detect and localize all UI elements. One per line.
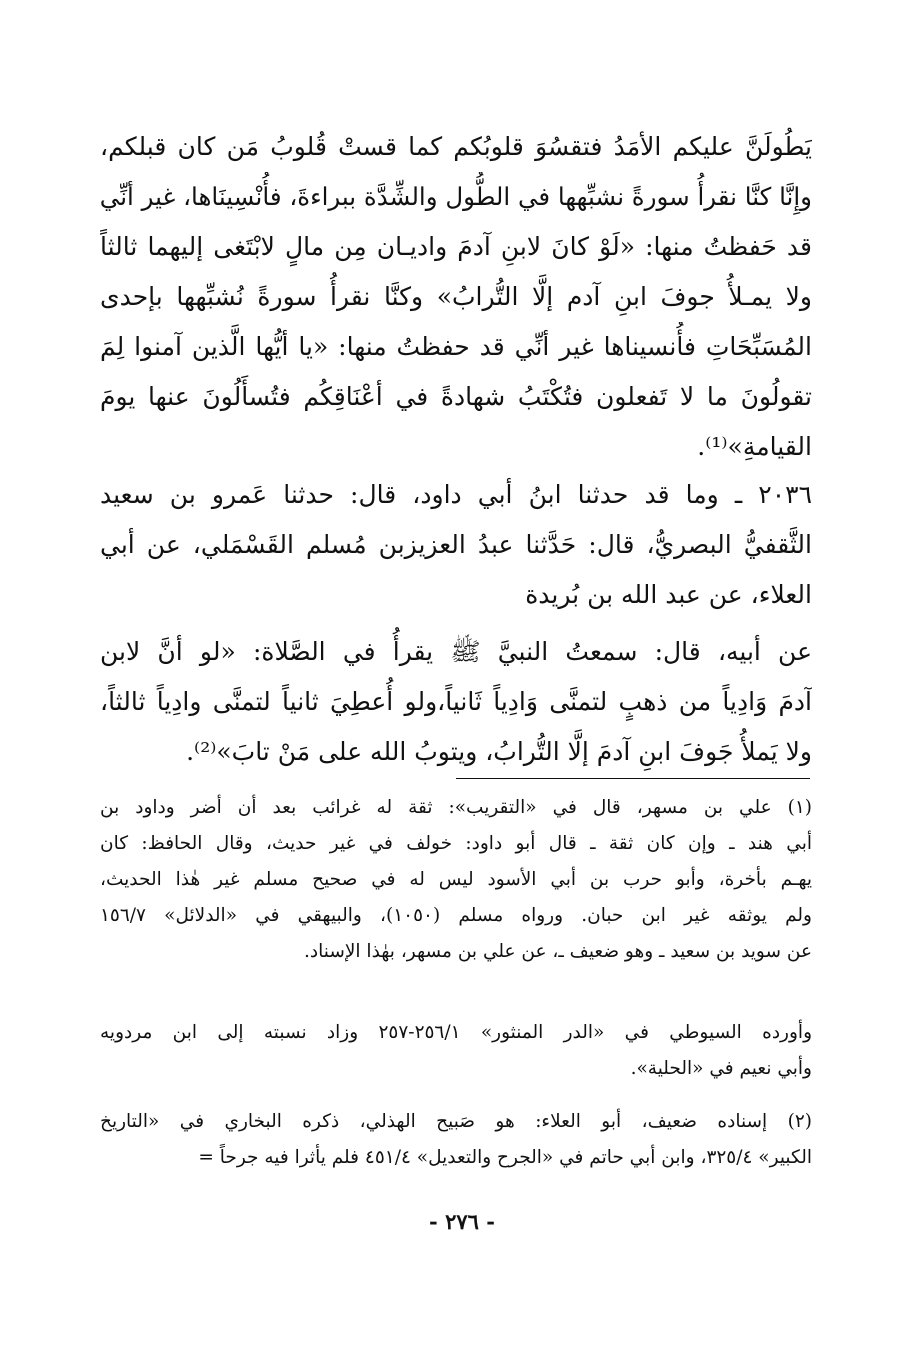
footnote-separator	[456, 778, 810, 779]
text-line: ٢٠٣٦ ـ وما قد حدثنا ابنُ أبي داود، قال: حدثنا عَمرو بن سعيد	[100, 480, 812, 509]
text-line: وإِنَّا كنَّا نقرأُ سورةً نشبِّهها في الطُّول والشِّدَّة ببراءةَ، فأُنْسِينَاها، غير أنِّي	[100, 182, 812, 211]
footnote-line: (٢) إسناده ضعيف، أبو العلاء: هو صَبيح الهذلي، ذكره البخاري في «التاريخ	[100, 1111, 812, 1132]
text-line: القيامةِ»⁽¹⁾.	[697, 432, 812, 461]
footnote-line: أبي هند ـ وإن كان ثقة ـ قال أبو داود: خولف في غير حديث، وقال الحافظ: كان	[100, 833, 812, 854]
footnote-line: وأورده السيوطي في «الدر المنثور» ٢٥٦/١-٢٥٧ وزاد نسبته إلى ابن مردويه	[100, 1022, 812, 1043]
text-line: تقولُونَ ما لا تَفعلون فتُكْتَبُ شهادةً في أعْنَاقِكُم فتُسأَلُونَ عنها يومَ	[100, 382, 812, 411]
main-paragraph-1	[100, 122, 812, 472]
page-number: - ٢٧٦ -	[429, 1209, 495, 1234]
text-line: قد حَفظتُ منها: «لَوْ كانَ لابنِ آدمَ واديـان مِن مالٍ لابْتَغى إليهما ثالثاً	[100, 232, 812, 261]
text-line: عن أبيه، قال: سمعتُ النبيَّ ﷺ يقرأُ في الصَّلاة: «لو أنَّ لابن	[100, 637, 812, 666]
footnote-1-continued	[100, 1015, 812, 1087]
main-paragraph-2	[100, 470, 812, 620]
text-line: الثَّقفيُّ البصريُّ، قال: حَدَّثنا عبدُ العزيزبن مُسلم القَسْمَلي، عن أبي	[100, 530, 812, 559]
text-line: العلاء، عن عبد الله بن بُريدة	[525, 580, 812, 609]
footnote-1	[100, 790, 812, 970]
footnote-line: الكبير» ٣٢٥/٤، وابن أبي حاتم في «الجرح والتعديل» ٤٥١/٤ فلم يأثرا فيه جرحاً =	[198, 1147, 812, 1168]
footnote-line: وأبي نعيم في «الحلية».	[630, 1058, 812, 1079]
footnote-line: عن سويد بن سعيد ـ وهو ضعيف ـ، عن علي بن مسهر، بهٰذا الإسناد.	[304, 941, 812, 962]
footnote-line: ولم يوثقه غير ابن حبان. ورواه مسلم (١٠٥٠)، والبيهقي في «الدلائل» ١٥٦/٧	[100, 905, 812, 926]
text-line: ولا يمـلأُ جوفَ ابنِ آدم إلَّا التُّرابُ» وكنَّا نقرأُ سورةً نُشبِّهها بإحدى	[100, 282, 812, 311]
footnote-line: (١) علي بن مسهر، قال في «التقريب»: ثقة له غرائب بعد أن أضر وداود بن	[100, 797, 812, 818]
footnote-2	[100, 1104, 812, 1176]
text-line: المُسَبِّحَاتِ فأُنسيناها غير أنِّي قد حفظتُ منها: «يا أيُّها الَّذين آمنوا لِمَ	[100, 332, 812, 361]
main-paragraph-3	[100, 627, 812, 777]
text-line: آدمَ وَادِياً من ذهبٍ لتمنَّى وَادِياً ثَانياً،ولو أُعطِيَ ثانياً لتمنَّى وادِياً ثالثاً،	[100, 687, 812, 716]
text-line: يَطُولَنَّ عليكم الأمَدُ فتقسُوَ قلوبُكم كما قستْ قُلوبُ مَن كان قبلكم،	[100, 132, 812, 161]
footnote-line: يهـم بأخرة، وأبو حرب بن أبي الأسود ليس له في صحيح مسلم غير هٰذا الحديث،	[100, 869, 812, 890]
text-line: ولا يَملأُ جَوفَ ابنِ آدمَ إلَّا التُّرابُ، ويتوبُ الله على مَنْ تابَ»⁽²⁾.	[186, 737, 812, 766]
